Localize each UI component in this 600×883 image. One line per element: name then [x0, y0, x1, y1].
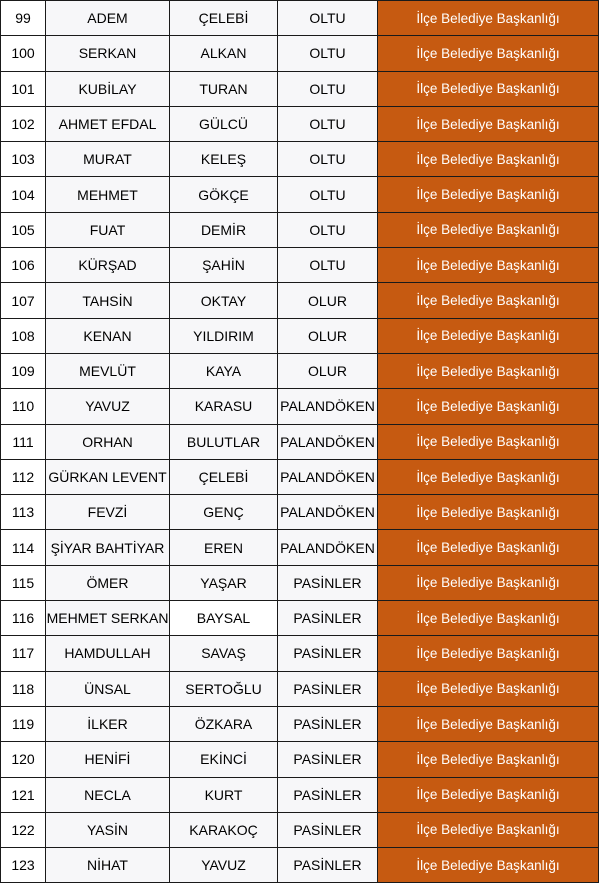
institution-cell: İlçe Belediye Başkanlığı [378, 353, 599, 388]
first-name-cell: NİHAT [46, 848, 170, 883]
district-cell: OLTU [278, 142, 378, 177]
row-number-cell: 111 [1, 424, 46, 459]
last-name-cell: TURAN [170, 71, 278, 106]
district-cell: OLTU [278, 212, 378, 247]
district-cell: PASİNLER [278, 706, 378, 741]
district-cell: PALANDÖKEN [278, 495, 378, 530]
table-row [1, 106, 599, 141]
row-number-cell: 99 [1, 1, 46, 36]
row-number-cell: 114 [1, 530, 46, 565]
first-name-cell: ÖMER [46, 565, 170, 600]
row-number-cell: 105 [1, 212, 46, 247]
table-row [1, 424, 599, 459]
district-cell: OLTU [278, 177, 378, 212]
first-name-cell: AHMET EFDAL [46, 106, 170, 141]
row-number-cell: 104 [1, 177, 46, 212]
district-cell: OLTU [278, 36, 378, 71]
table-row [1, 177, 599, 212]
institution-cell: İlçe Belediye Başkanlığı [378, 36, 599, 71]
table-row [1, 71, 599, 106]
row-number-cell: 102 [1, 106, 46, 141]
institution-cell: İlçe Belediye Başkanlığı [378, 636, 599, 671]
table-row [1, 812, 599, 847]
table-row [1, 318, 599, 353]
first-name-cell: ŞİYAR BAHTİYAR [46, 530, 170, 565]
institution-cell: İlçe Belediye Başkanlığı [378, 142, 599, 177]
institution-cell: İlçe Belediye Başkanlığı [378, 459, 599, 494]
first-name-cell: YASİN [46, 812, 170, 847]
last-name-cell: ALKAN [170, 36, 278, 71]
district-cell: OLUR [278, 318, 378, 353]
last-name-cell: ÇELEBİ [170, 1, 278, 36]
district-cell: PASİNLER [278, 848, 378, 883]
table-row [1, 742, 599, 777]
last-name-cell: EKİNCİ [170, 742, 278, 777]
first-name-cell: FUAT [46, 212, 170, 247]
table-row [1, 671, 599, 706]
row-number-cell: 103 [1, 142, 46, 177]
first-name-cell: KUBİLAY [46, 71, 170, 106]
table-row [1, 36, 599, 71]
institution-cell: İlçe Belediye Başkanlığı [378, 601, 599, 636]
table-row [1, 848, 599, 883]
institution-cell: İlçe Belediye Başkanlığı [378, 495, 599, 530]
first-name-cell: YAVUZ [46, 389, 170, 424]
table-row [1, 777, 599, 812]
first-name-cell: ORHAN [46, 424, 170, 459]
institution-cell: İlçe Belediye Başkanlığı [378, 106, 599, 141]
row-number-cell: 110 [1, 389, 46, 424]
row-number-cell: 117 [1, 636, 46, 671]
row-number-cell: 107 [1, 283, 46, 318]
district-cell: OLTU [278, 1, 378, 36]
institution-cell: İlçe Belediye Başkanlığı [378, 565, 599, 600]
table-row [1, 459, 599, 494]
first-name-cell: SERKAN [46, 36, 170, 71]
row-number-cell: 108 [1, 318, 46, 353]
row-number-cell: 121 [1, 777, 46, 812]
first-name-cell: ADEM [46, 1, 170, 36]
district-cell: PALANDÖKEN [278, 459, 378, 494]
last-name-cell: YILDIRIM [170, 318, 278, 353]
institution-cell: İlçe Belediye Başkanlığı [378, 424, 599, 459]
roster-body [1, 1, 599, 883]
last-name-cell: ŞAHİN [170, 248, 278, 283]
row-number-cell: 109 [1, 353, 46, 388]
district-cell: PALANDÖKEN [278, 424, 378, 459]
district-cell: OLTU [278, 248, 378, 283]
row-number-cell: 113 [1, 495, 46, 530]
last-name-cell: OKTAY [170, 283, 278, 318]
institution-cell: İlçe Belediye Başkanlığı [378, 706, 599, 741]
last-name-cell: BAYSAL [170, 601, 278, 636]
row-number-cell: 112 [1, 459, 46, 494]
institution-cell: İlçe Belediye Başkanlığı [378, 318, 599, 353]
district-cell: OLUR [278, 283, 378, 318]
last-name-cell: ÇELEBİ [170, 459, 278, 494]
table-row [1, 1, 599, 36]
table-row [1, 495, 599, 530]
institution-cell: İlçe Belediye Başkanlığı [378, 742, 599, 777]
district-cell: PASİNLER [278, 742, 378, 777]
table-row [1, 530, 599, 565]
row-number-cell: 119 [1, 706, 46, 741]
first-name-cell: GÜRKAN LEVENT [46, 459, 170, 494]
district-cell: OLUR [278, 353, 378, 388]
district-cell: PASİNLER [278, 777, 378, 812]
institution-cell: İlçe Belediye Başkanlığı [378, 848, 599, 883]
table-row [1, 353, 599, 388]
first-name-cell: İLKER [46, 706, 170, 741]
first-name-cell: FEVZİ [46, 495, 170, 530]
table-row [1, 565, 599, 600]
institution-cell: İlçe Belediye Başkanlığı [378, 671, 599, 706]
table-row [1, 636, 599, 671]
institution-cell: İlçe Belediye Başkanlığı [378, 71, 599, 106]
table-row [1, 389, 599, 424]
first-name-cell: MEVLÜT [46, 353, 170, 388]
last-name-cell: SERTOĞLU [170, 671, 278, 706]
row-number-cell: 100 [1, 36, 46, 71]
last-name-cell: BULUTLAR [170, 424, 278, 459]
table-row [1, 283, 599, 318]
institution-cell: İlçe Belediye Başkanlığı [378, 812, 599, 847]
institution-cell: İlçe Belediye Başkanlığı [378, 248, 599, 283]
district-cell: PASİNLER [278, 812, 378, 847]
institution-cell: İlçe Belediye Başkanlığı [378, 1, 599, 36]
institution-cell: İlçe Belediye Başkanlığı [378, 777, 599, 812]
district-cell: PASİNLER [278, 601, 378, 636]
first-name-cell: KÜRŞAD [46, 248, 170, 283]
first-name-cell: KENAN [46, 318, 170, 353]
district-cell: PASİNLER [278, 636, 378, 671]
table-row [1, 212, 599, 247]
first-name-cell: MURAT [46, 142, 170, 177]
row-number-cell: 115 [1, 565, 46, 600]
institution-cell: İlçe Belediye Başkanlığı [378, 530, 599, 565]
row-number-cell: 118 [1, 671, 46, 706]
institution-cell: İlçe Belediye Başkanlığı [378, 389, 599, 424]
last-name-cell: YAŞAR [170, 565, 278, 600]
last-name-cell: KURT [170, 777, 278, 812]
last-name-cell: GÜLCÜ [170, 106, 278, 141]
last-name-cell: ÖZKARA [170, 706, 278, 741]
last-name-cell: DEMİR [170, 212, 278, 247]
row-number-cell: 120 [1, 742, 46, 777]
district-cell: PASİNLER [278, 671, 378, 706]
row-number-cell: 101 [1, 71, 46, 106]
row-number-cell: 122 [1, 812, 46, 847]
last-name-cell: EREN [170, 530, 278, 565]
first-name-cell: HAMDULLAH [46, 636, 170, 671]
district-cell: PALANDÖKEN [278, 530, 378, 565]
institution-cell: İlçe Belediye Başkanlığı [378, 283, 599, 318]
district-cell: OLTU [278, 106, 378, 141]
first-name-cell: ÜNSAL [46, 671, 170, 706]
first-name-cell: HENİFİ [46, 742, 170, 777]
table-row [1, 142, 599, 177]
first-name-cell: MEHMET [46, 177, 170, 212]
row-number-cell: 123 [1, 848, 46, 883]
first-name-cell: NECLA [46, 777, 170, 812]
district-cell: PALANDÖKEN [278, 389, 378, 424]
institution-cell: İlçe Belediye Başkanlığı [378, 177, 599, 212]
district-cell: OLTU [278, 71, 378, 106]
table-row [1, 601, 599, 636]
district-cell: PASİNLER [278, 565, 378, 600]
last-name-cell: KARAKOÇ [170, 812, 278, 847]
row-number-cell: 106 [1, 248, 46, 283]
last-name-cell: KAYA [170, 353, 278, 388]
last-name-cell: GÖKÇE [170, 177, 278, 212]
last-name-cell: YAVUZ [170, 848, 278, 883]
first-name-cell: TAHSİN [46, 283, 170, 318]
table-row [1, 248, 599, 283]
last-name-cell: KELEŞ [170, 142, 278, 177]
last-name-cell: KARASU [170, 389, 278, 424]
last-name-cell: SAVAŞ [170, 636, 278, 671]
first-name-cell: MEHMET SERKAN [46, 601, 170, 636]
institution-cell: İlçe Belediye Başkanlığı [378, 212, 599, 247]
table-row [1, 706, 599, 741]
row-number-cell: 116 [1, 601, 46, 636]
last-name-cell: GENÇ [170, 495, 278, 530]
